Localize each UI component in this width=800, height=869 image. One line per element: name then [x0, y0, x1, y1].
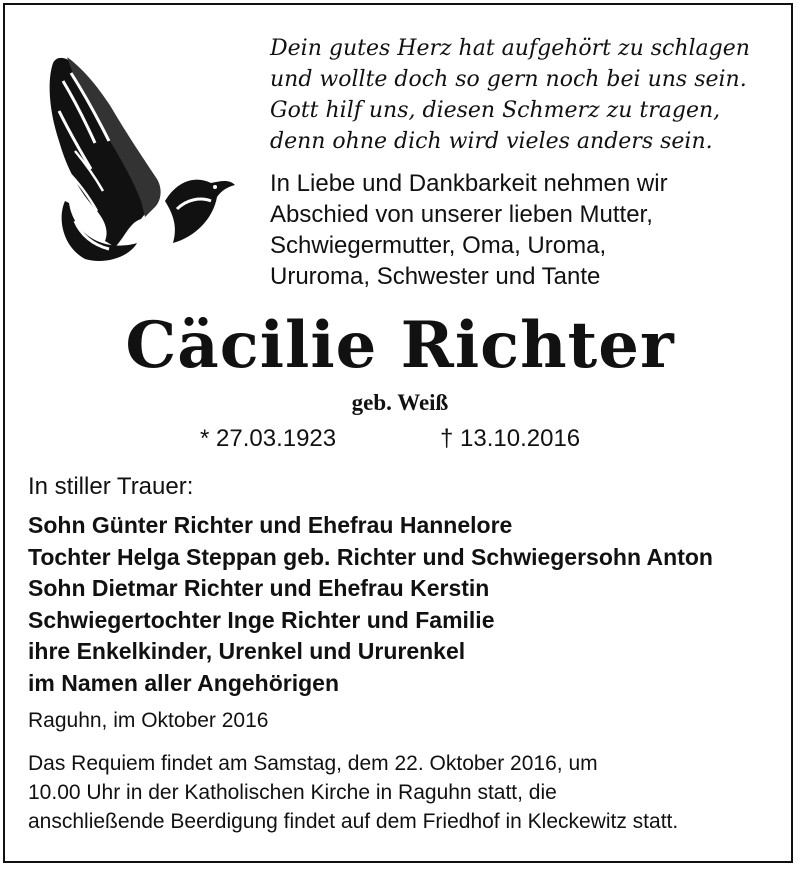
farewell-intro [270, 168, 790, 292]
intro-line: In Liebe und Dankbarkeit nehmen wir [270, 170, 668, 197]
mourners-heading: In stiller Trauer: [28, 473, 194, 500]
funeral-line: 10.00 Uhr in der Katholischen Kirche in Raguhn statt, die [28, 781, 557, 804]
funeral-line: anschließende Beerdigung findet auf dem Friedhof in Kleckewitz statt. [28, 810, 679, 833]
place-and-date: Raguhn, im Oktober 2016 [28, 709, 269, 732]
deceased-name: Cäcilie Richter [125, 308, 675, 383]
praying-hands-with-dove-icon [45, 51, 235, 266]
mourner-line: Schwiegertochter Inge Richter und Familie [28, 606, 495, 633]
mourner-line: Sohn Dietmar Richter und Ehefrau Kerstin [28, 575, 490, 601]
poem-line: Gott hilf uns, diesen Schmerz zu tragen, [270, 98, 721, 123]
mourner-line: Tochter Helga Steppan geb. Richter und Schwiegersohn Anton [28, 543, 713, 570]
intro-line: Abschied von unserer lieben Mutter, [270, 201, 653, 228]
mourner-line: ihre Enkelkinder, Urenkel und Ururenkel [28, 638, 466, 664]
death-date: † 13.10.2016 [440, 425, 581, 452]
birth-date: * 27.03.1923 [200, 425, 337, 452]
mourners-list [28, 510, 788, 699]
intro-line: Schwiegermutter, Oma, Uroma, [270, 232, 607, 259]
mourner-line: Sohn Günter Richter und Ehefrau Hannelore [28, 512, 513, 538]
poem-line: und wollte doch so gern noch bei uns sein. [270, 67, 747, 92]
funeral-line: Das Requiem findet am Samstag, dem 22. Oktober 2016, um [28, 752, 598, 775]
poem-line: Dein gutes Herz hat aufgehört zu schlagen [270, 36, 750, 61]
obituary-notice [3, 3, 793, 863]
birth-name: geb. Weiß [351, 390, 449, 415]
mourner-line: im Namen aller Angehörigen [28, 669, 339, 696]
poem-line: denn ohne dich wird vieles anders sein. [270, 129, 713, 154]
funeral-info [28, 749, 788, 836]
poem-verse [270, 33, 790, 157]
intro-line: Ururoma, Schwester und Tante [270, 263, 601, 290]
